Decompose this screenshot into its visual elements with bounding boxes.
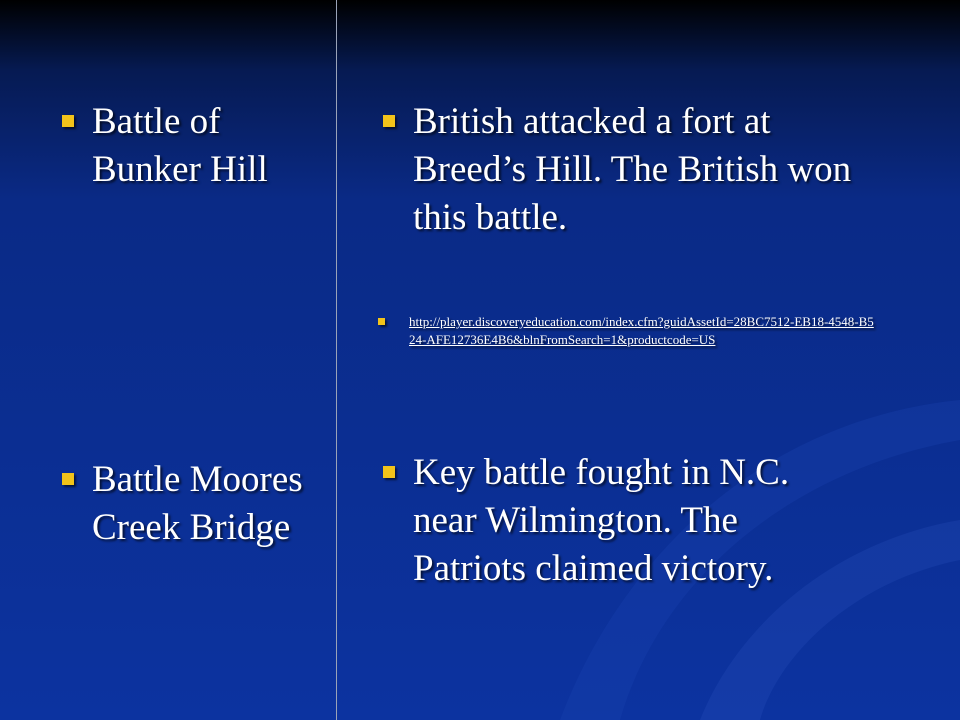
bullet-video-link — [378, 313, 878, 349]
bullet-moores-creek-description — [383, 449, 853, 593]
bullet-label: Battle Moores Creek Bridge — [92, 459, 303, 548]
bullet-square-icon — [383, 466, 395, 478]
bullet-square-icon — [378, 318, 385, 325]
bullet-square-icon — [383, 115, 395, 127]
bullet-text: British attacked a fort at Breed’s Hill. The British won this battle. — [413, 101, 852, 238]
bullet-square-icon — [62, 115, 74, 127]
bullet-text: Key battle fought in N.C. near Wilmington. The Patriots claimed victory. — [413, 452, 790, 589]
discovery-education-link[interactable]: http://player.discoveryeducation.com/index.cfm?guidAssetId=28BC7512-EB18-4548-B524-AFE12736E4B6&blnFromSearch=1&productcode=US — [409, 314, 874, 347]
bullet-square-icon — [62, 473, 74, 485]
bullet-label: Battle of Bunker Hill — [92, 101, 268, 190]
bullet-moores-creek — [62, 456, 334, 552]
bullet-bunker-hill — [62, 98, 322, 194]
column-divider — [336, 0, 337, 720]
bullet-bunker-hill-description — [383, 98, 853, 242]
